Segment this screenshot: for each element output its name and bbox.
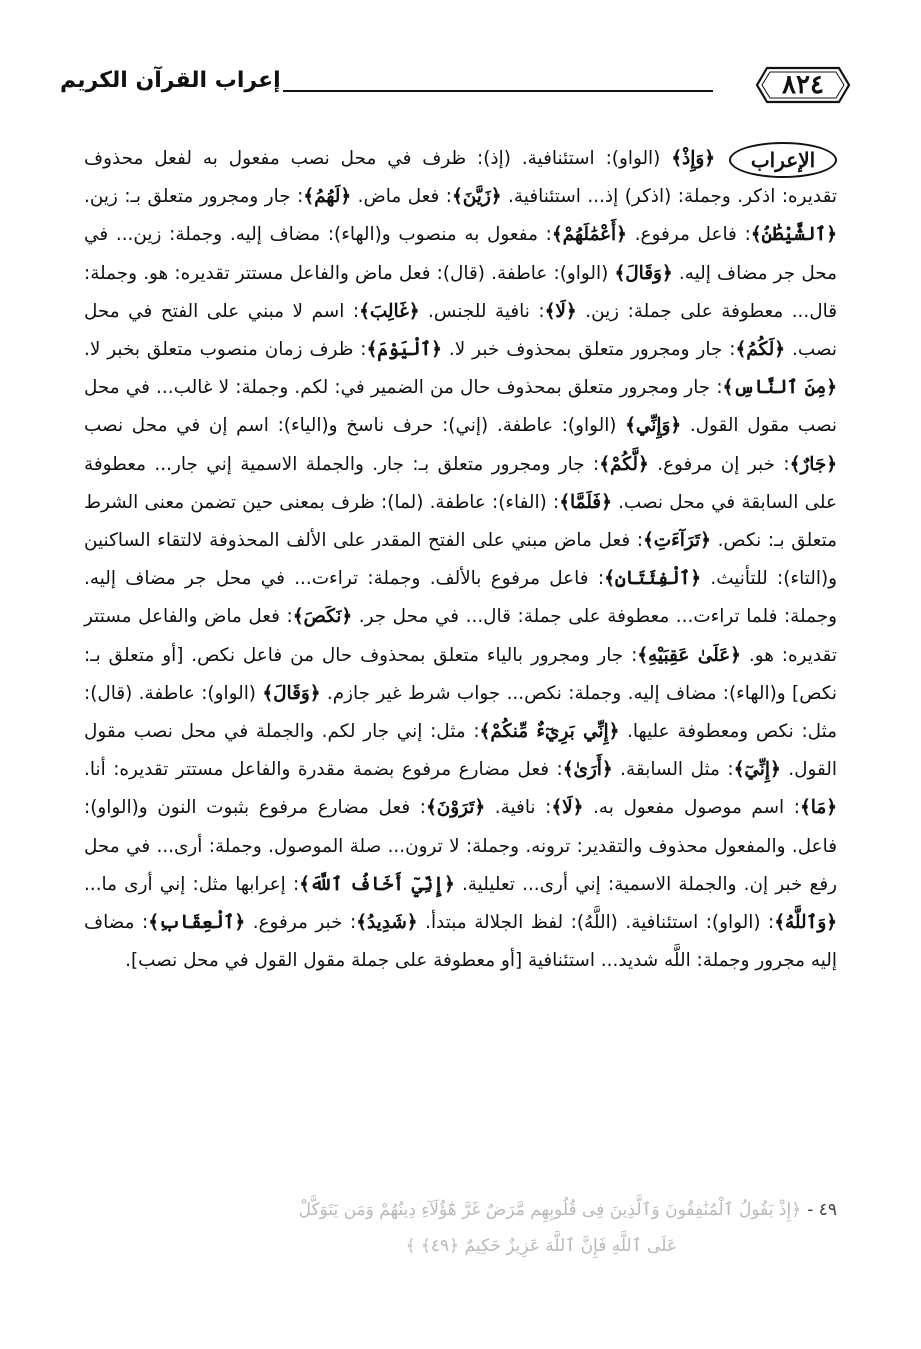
irab-paragraph bbox=[84, 148, 837, 971]
grammar-text: : نافية. bbox=[485, 797, 552, 819]
grammar-text: : فاعل مرفوع بالألف. وجملة: تراءت... في محل جر مضاف إليه. وجملة: فلما تراءت... معطوفة على جملة: قال... في محل جر. bbox=[84, 568, 837, 628]
verse-number: ٤٩ - bbox=[807, 1200, 837, 1220]
quran-word: ﴿ٱلْيَوْمَ﴾ bbox=[366, 339, 442, 361]
quran-word: ﴿شَدِيدُ﴾ bbox=[356, 912, 418, 934]
quran-word: ﴿تَرَوْنَ﴾ bbox=[425, 797, 486, 819]
grammar-text: (الواو): عاطفة. (إني): حرف ناسخ و(الياء): اسم إن في محل نصب bbox=[84, 415, 626, 437]
grammar-text: : مفعول به منصوب و(الهاء): مضاف إليه. وجملة: زين... في محل جر مضاف إليه. bbox=[84, 224, 837, 284]
quran-word: ﴿لَهُمُ﴾ bbox=[303, 186, 352, 208]
quran-word: ﴿نَكَصَ﴾ bbox=[292, 606, 353, 628]
page-number-text: ٨٢٤ bbox=[782, 70, 824, 100]
grammar-text: : فعل مضارع مرفوع بضمة مقدرة والفاعل مستتر تقديره: أنا. bbox=[84, 759, 563, 781]
book-title: إعراب القرآن الكريم bbox=[60, 68, 281, 93]
grammar-text: : مثل السابقة. bbox=[612, 759, 734, 781]
quran-word: ﴿غَالِبَ﴾ bbox=[359, 300, 420, 322]
grammar-text: : إعرابها مثل: إني أرى ما... bbox=[84, 873, 300, 895]
grammar-text: : اسم موصول مفعول به. bbox=[583, 797, 800, 819]
grammar-text: : مثل: إني جار لكم. والجملة في محل نصب مقول القول. bbox=[84, 721, 837, 781]
grammar-text: : جار ومجرور متعلق بـ: جار. والجملة الاسمية إني جار... معطوفة على السابقة في محل نصب. bbox=[84, 453, 837, 513]
grammar-text: : فاعل مرفوع. bbox=[626, 224, 751, 246]
grammar-text: : نافية للجنس. bbox=[419, 300, 545, 322]
grammar-text: : جار ومجرور متعلق بـ: زين. bbox=[84, 186, 304, 208]
grammar-text: : (الفاء): عاطفة. (لما): ظرف بمعنى حين تضمن معنى الشرط متعلق بـ: نكص. bbox=[84, 491, 837, 552]
quran-word: ﴿لَّكُمْ﴾ bbox=[599, 453, 649, 475]
grammar-text: : خبر مرفوع. bbox=[245, 912, 357, 934]
grammar-text: : جار ومجرور متعلق بمحذوف خبر لا. bbox=[441, 339, 736, 361]
irab-body bbox=[84, 140, 837, 980]
grammar-text: (الواو): عاطفة. (قال): مثل: نكص ومعطوفة عليها. bbox=[84, 682, 837, 743]
verse-line-1: ﴿إِذْ يَقُولُ ٱلْمُنَٰفِقُونَ وَٱلَّذِينَ فِى قُلُوبِهِم مَّرَضٌ غَرَّ هَٰٓؤُلَآءِ دِينُهُمْ وَمَن يَتَوَكَّلْ bbox=[298, 1200, 802, 1220]
quran-word: ﴿جَارٌ﴾ bbox=[789, 453, 837, 475]
quran-word: ﴿لَا﴾ bbox=[551, 797, 584, 819]
quran-word: ﴿لَا﴾ bbox=[544, 300, 577, 322]
quran-word: ﴿عَلَىٰ عَقِبَيْهِ﴾ bbox=[637, 644, 741, 666]
quran-word: ﴿فَلَمَّا﴾ bbox=[559, 491, 612, 513]
grammar-text: : جار ومجرور متعلق بمحذوف حال من الضمير في: لكم. وجملة: لا غالب... في محل نصب مقول القول. bbox=[84, 377, 838, 437]
grammar-text: (الواو): عاطفة. (قال): فعل ماض والفاعل مستتر تقديره: هو. وجملة: قال... معطوفة على جملة: زين. bbox=[84, 262, 837, 322]
quran-word: ﴿زَيَّنَ﴾ bbox=[452, 186, 502, 208]
quran-word: ﴿إِنِّيٓ أَخَافُ ٱللَّهَ﴾ bbox=[299, 873, 455, 895]
quran-word: ﴿وَٱللَّهُ﴾ bbox=[774, 912, 837, 934]
quran-word: ﴿وَقَالَ﴾ bbox=[262, 682, 321, 704]
verse-line-2: عَلَى ٱللَّهِ فَإِنَّ ٱللَّهَ عَزِيزٌ حَكِيمٌ ﴿٤٩﴾ ﴾ bbox=[405, 1236, 677, 1256]
quran-word: ﴿إِنِّيٓ﴾ bbox=[733, 759, 781, 781]
quran-word: ﴿لَكُمُ﴾ bbox=[735, 339, 786, 361]
page-number bbox=[753, 64, 853, 106]
grammar-text: : فعل ماض. bbox=[351, 186, 452, 208]
quran-word: ﴿وَإِذْ﴾ bbox=[671, 148, 715, 169]
grammar-text: : فعل ماض مبني على الفتح المقدر على الألف المحذوفة لالتقاء الساكنين و(التاء): للتأنيث. bbox=[84, 530, 837, 590]
quran-word: ﴿ٱلْفِئَتَانِ﴾ bbox=[604, 568, 702, 590]
quran-word: ﴿أَعْمَٰلَهُمْ﴾ bbox=[551, 224, 627, 246]
grammar-text: : فعل مضارع مرفوع بثبوت النون و(الواو): فاعل. والمفعول محذوف والتقدير: ترونه. وجملة: لا ترون... صلة الموصول. وجملة: أرى... في محل رفع خبر إن. والجملة الاسمية: إني أرى... تعليلية. bbox=[84, 797, 838, 895]
grammar-text: (الواو): استئنافية. (إذ): ظرف في محل نصب مفعول به لفعل محذوف تقديره: اذكر. وجملة: (اذكر) إذ... استئنافية. bbox=[84, 148, 837, 208]
quran-word: ﴿وَإِنِّي﴾ bbox=[625, 415, 682, 437]
quran-word: ﴿وَقَالَ﴾ bbox=[614, 262, 673, 284]
grammar-text: : اسم لا مبني على الفتح في محل نصب. bbox=[84, 300, 837, 361]
page-header bbox=[60, 62, 853, 112]
grammar-text: : فعل ماض والفاعل مستتر تقديره: هو. bbox=[84, 606, 837, 666]
quran-word: ﴿أَرَىٰ﴾ bbox=[562, 759, 613, 781]
grammar-text: : جار ومجرور بالياء متعلق بمحذوف حال من فاعل نكص. [أو متعلق بـ: نكص] و(الهاء): مضاف إليه. وجملة: نكص... جواب شرط غير جازم. bbox=[84, 644, 837, 704]
grammar-text: : خبر إن مرفوع. bbox=[648, 453, 790, 475]
quran-word: ﴿إِنِّي بَرِيٓءٌ مِّنكُمْ﴾ bbox=[479, 721, 620, 743]
quran-word: ﴿ٱلشَّيْطَٰنُ﴾ bbox=[750, 224, 837, 246]
grammar-text: : مضاف إليه مجرور وجملة: اللَّه شديد... استئنافية [أو معطوفة على جملة مقول القول في محل نصب]. bbox=[84, 912, 837, 972]
quran-word: ﴿مِنَ ٱلنَّاسِ﴾ bbox=[722, 377, 837, 399]
irab-badge: الإعراب bbox=[729, 142, 837, 178]
next-verse bbox=[84, 1192, 837, 1264]
quran-word: ﴿مَا﴾ bbox=[799, 797, 837, 819]
grammar-text: : ظرف زمان منصوب متعلق بخبر لا. bbox=[84, 339, 367, 361]
grammar-text: : (الواو): استئنافية. (اللَّهُ): لفظ الجلالة مبتدأ. bbox=[417, 912, 775, 934]
quran-word: ﴿ٱلْعِقَابِ﴾ bbox=[148, 912, 246, 934]
header-rule bbox=[283, 90, 713, 92]
quran-word: ﴿تَرَآءَتِ﴾ bbox=[643, 530, 711, 552]
